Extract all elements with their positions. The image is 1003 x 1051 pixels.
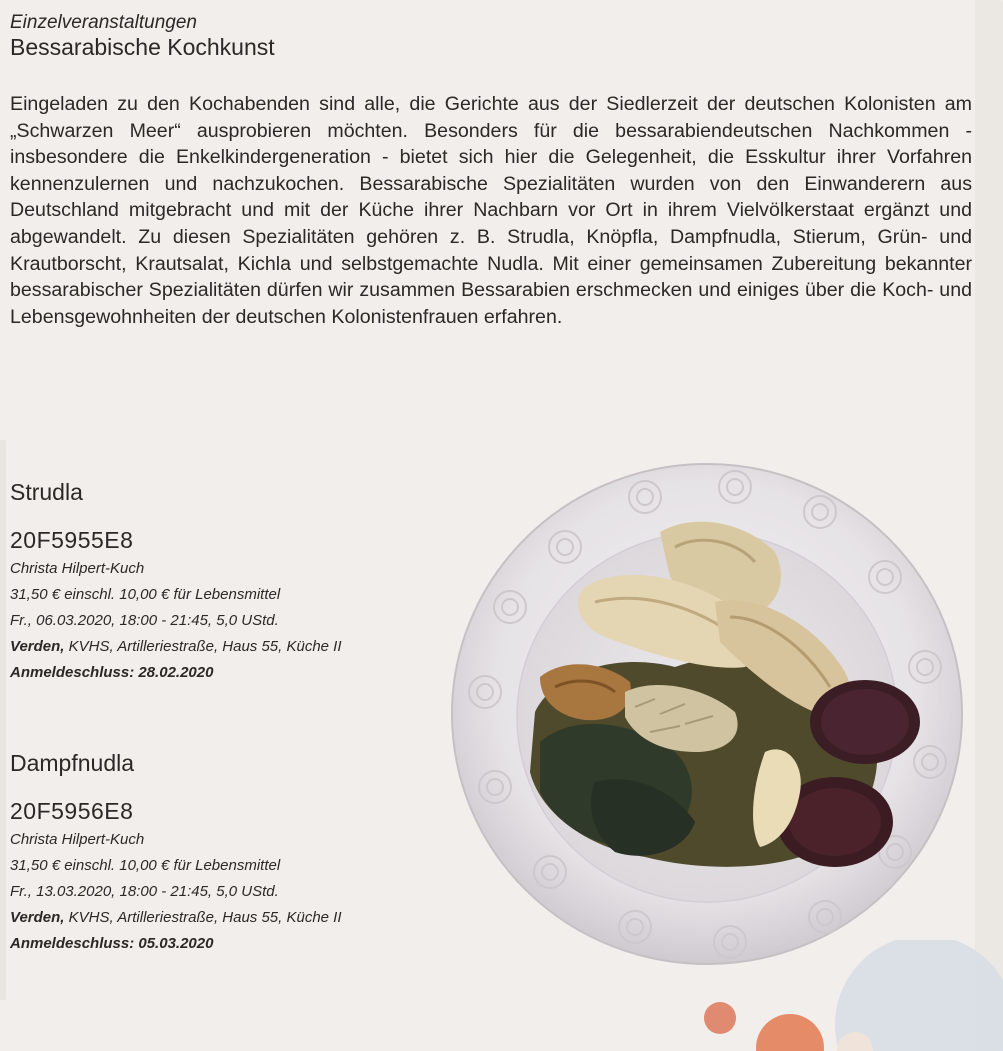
- course-instructor: Christa Hilpert-Kuch: [10, 560, 145, 577]
- course-date: Fr., 06.03.2020, 18:00 - 21:45, 5,0 UStd.: [10, 612, 279, 629]
- bleed-through-right: [975, 0, 1003, 1051]
- food-plate-photo: [445, 452, 965, 972]
- course-strudla: [10, 478, 460, 686]
- category-label: Einzelveranstaltungen: [10, 12, 197, 33]
- course-location: [10, 634, 460, 660]
- course-name: Strudla: [10, 479, 83, 505]
- course-instructor: Christa Hilpert-Kuch: [10, 831, 145, 848]
- orange-dot-large: [756, 1014, 824, 1051]
- course-price: 31,50 € einschl. 10,00 € für Lebensmittel: [10, 857, 281, 874]
- decorative-dots: [690, 940, 1003, 1051]
- course-location: [10, 905, 460, 931]
- orange-dot-small: [704, 1002, 736, 1034]
- course-location-detail: KVHS, Artilleriestraße, Haus 55, Küche II: [64, 638, 342, 655]
- bleed-through-left: [0, 440, 6, 1000]
- course-location-city: Verden,: [10, 909, 65, 926]
- course-deadline: Anmeldeschluss: 05.03.2020: [10, 935, 214, 952]
- course-location-city: Verden,: [10, 638, 65, 655]
- course-date: Fr., 13.03.2020, 18:00 - 21:45, 5,0 UStd.: [10, 883, 279, 900]
- course-name: Dampfnudla: [10, 750, 135, 776]
- intro-paragraph: Eingeladen zu den Kochabenden sind alle, die Gerichte aus der Siedlerzeit der deutschen Kolonisten am „Schwarzen Meer“ ausprobieren möchten. Besonders für die bessarabiendeutschen Nachkommen - insbesondere die Enkelkindergeneration - bietet sich hier die Gelegenheit, die Esskultur ihrer Vorfahren kennenzulernen und nachzukochen. Bessarabische Spezialitäten wurden von den Einwanderern aus Deutschland mitgebracht und mit der Küche ihrer Nachbarn vor Ort in ihrem Vielvölkerstaat ergänzt und abgewandelt. Zu diesen Spezialitäten gehören z. B. Strudla, Knöpfla, Dampfnudla, Stierum, Grün- und Krautborscht, Krautsalat, Kichla und selbstgemachte Nudla. Mit einer gemeinsamen Zubereitung bekannter bessarabischer Spezialitäten dürfen wir zusammen Bessarabien erschmecken und einiges über die Koch- und Lebensgewohnheiten der deutschen Kolonistenfrauen erfahren.: [10, 93, 972, 328]
- course-deadline: Anmeldeschluss: 28.02.2020: [10, 664, 214, 681]
- article-title: Bessarabische Kochkunst: [10, 34, 275, 60]
- course-dampfnudla: [10, 749, 460, 957]
- course-code: 20F5955E8: [10, 527, 134, 553]
- course-price: 31,50 € einschl. 10,00 € für Lebensmittel: [10, 586, 281, 603]
- article: [10, 12, 972, 330]
- course-location-detail: KVHS, Artilleriestraße, Haus 55, Küche II: [64, 909, 342, 926]
- course-code: 20F5956E8: [10, 798, 134, 824]
